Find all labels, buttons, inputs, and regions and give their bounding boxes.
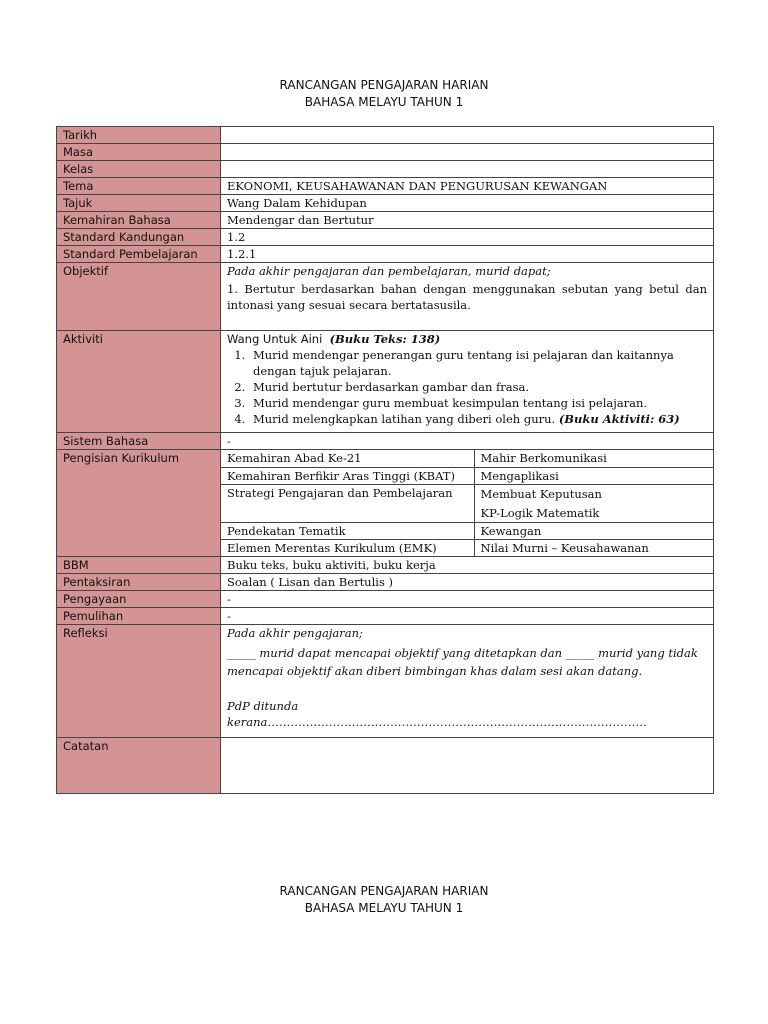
refleksi-line-1: Pada akhir pengajaran; <box>227 626 363 640</box>
pengisian-value: Nilai Murni – Keusahawanan <box>474 539 713 556</box>
label-pengayaan: Pengayaan <box>57 591 221 608</box>
value-tema: EKONOMI, KEUSAHAWANAN DAN PENGURUSAN KEWANGAN <box>221 178 714 195</box>
value-standard-kandungan: 1.2 <box>221 229 714 246</box>
label-kelas: Kelas <box>57 161 221 178</box>
label-tarikh: Tarikh <box>57 127 221 144</box>
pengisian-value: Mengaplikasi <box>474 467 713 484</box>
pengisian-row <box>221 539 713 556</box>
pengisian-value-line: KP-Logik Matematik <box>480 505 600 520</box>
value-tarikh <box>221 127 714 144</box>
pengisian-value <box>474 484 713 522</box>
aktiviti-step-text: Murid melengkapkan latihan yang diberi oleh guru. <box>253 412 556 426</box>
value-objektif <box>221 263 714 331</box>
pengisian-row <box>221 450 713 467</box>
pengisian-value: Kewangan <box>474 522 713 539</box>
value-pemulihan: - <box>221 608 714 625</box>
label-bbm: BBM <box>57 557 221 574</box>
label-standard-pembelajaran: Standard Pembelajaran <box>57 246 221 263</box>
pengisian-value: Mahir Berkomunikasi <box>474 450 713 467</box>
row-standard-kandungan <box>57 229 714 246</box>
value-kelas <box>221 161 714 178</box>
value-kemahiran: Mendengar dan Bertutur <box>221 212 714 229</box>
label-pemulihan: Pemulihan <box>57 608 221 625</box>
pengisian-key: Pendekatan Tematik <box>221 522 474 539</box>
row-refleksi <box>57 625 714 738</box>
pengisian-row <box>221 484 713 522</box>
page-header-bottom <box>0 883 768 917</box>
label-refleksi: Refleksi <box>57 625 221 738</box>
refleksi-line-2: _____ murid dapat mencapai objektif yang ditetapkan dan _____ murid yang tidak mencapai objektif akan diberi bimbingan khas dalam sesi akan datang. <box>227 646 698 678</box>
value-catatan <box>221 738 714 794</box>
header-line-1: RANCANGAN PENGAJARAN HARIAN <box>279 884 489 898</box>
objektif-intro: Pada akhir pengajaran dan pembelajaran, murid dapat; <box>227 264 551 278</box>
label-masa: Masa <box>57 144 221 161</box>
label-catatan: Catatan <box>57 738 221 794</box>
label-pengisian-kurikulum: Pengisian Kurikulum <box>57 450 221 557</box>
label-tema: Tema <box>57 178 221 195</box>
pengisian-table <box>221 450 713 556</box>
aktiviti-step: 3. Murid mendengar guru membuat kesimpulan tentang isi pelajaran. <box>249 395 707 411</box>
header-line-2: BAHASA MELAYU TAHUN 1 <box>304 901 464 915</box>
pengisian-value-line: Membuat Keputusan <box>480 486 602 501</box>
header-line-1: RANCANGAN PENGAJARAN HARIAN <box>279 78 489 92</box>
row-pentaksiran <box>57 574 714 591</box>
aktiviti-steps <box>227 347 707 427</box>
row-tarikh <box>57 127 714 144</box>
aktiviti-heading <box>227 331 707 347</box>
label-standard-kandungan: Standard Kandungan <box>57 229 221 246</box>
aktiviti-step: 2. Murid bertutur berdasarkan gambar dan frasa. <box>249 379 707 395</box>
value-standard-pembelajaran: 1.2.1 <box>221 246 714 263</box>
aktiviti-step <box>249 411 707 427</box>
objektif-item: 1. Bertutur berdasarkan bahan dengan menggunakan sebutan yang betul dan intonasi yang sesuai secara bertatasusila. <box>227 282 707 312</box>
aktiviti-workbook: (Buku Aktiviti: 63) <box>558 412 680 426</box>
page-header-top <box>0 77 768 111</box>
row-tema <box>57 178 714 195</box>
value-aktiviti <box>221 331 714 433</box>
pengisian-row <box>221 522 713 539</box>
pengisian-key: Kemahiran Berfikir Aras Tinggi (KBAT) <box>221 467 474 484</box>
row-pengisian-kurikulum <box>57 450 714 557</box>
row-standard-pembelajaran <box>57 246 714 263</box>
row-tajuk <box>57 195 714 212</box>
label-sistem-bahasa: Sistem Bahasa <box>57 433 221 450</box>
row-aktiviti <box>57 331 714 433</box>
row-sistem-bahasa <box>57 433 714 450</box>
header-line-2: BAHASA MELAYU TAHUN 1 <box>304 95 464 109</box>
row-pengayaan <box>57 591 714 608</box>
label-aktiviti: Aktiviti <box>57 331 221 433</box>
value-tajuk: Wang Dalam Kehidupan <box>221 195 714 212</box>
row-catatan <box>57 738 714 794</box>
row-kemahiran <box>57 212 714 229</box>
label-tajuk: Tajuk <box>57 195 221 212</box>
row-pemulihan <box>57 608 714 625</box>
row-masa <box>57 144 714 161</box>
value-refleksi <box>221 625 714 738</box>
value-pentaksiran: Soalan ( Lisan dan Bertulis ) <box>221 574 714 591</box>
label-objektif: Objektif <box>57 263 221 331</box>
pengisian-row <box>221 467 713 484</box>
label-kemahiran: Kemahiran Bahasa <box>57 212 221 229</box>
aktiviti-title: Wang Untuk Aini <box>227 332 323 346</box>
row-objektif <box>57 263 714 331</box>
row-bbm <box>57 557 714 574</box>
value-masa <box>221 144 714 161</box>
aktiviti-step: 1. Murid mendengar penerangan guru tentang isi pelajaran dan kaitannya dengan tajuk pelajaran. <box>249 347 707 379</box>
label-pentaksiran: Pentaksiran <box>57 574 221 591</box>
value-sistem-bahasa: - <box>221 433 714 450</box>
value-pengayaan: - <box>221 591 714 608</box>
aktiviti-book: (Buku Teks: 138) <box>329 332 441 346</box>
pengisian-key: Strategi Pengajaran dan Pembelajaran <box>221 484 474 522</box>
value-pengisian-kurikulum <box>221 450 714 557</box>
lesson-plan-table <box>56 126 714 794</box>
pengisian-key: Elemen Merentas Kurikulum (EMK) <box>221 539 474 556</box>
row-kelas <box>57 161 714 178</box>
pengisian-key: Kemahiran Abad Ke-21 <box>221 450 474 467</box>
refleksi-line-3: PdP ditunda kerana……………………………………………………………………………………… <box>227 699 647 729</box>
value-bbm: Buku teks, buku aktiviti, buku kerja <box>221 557 714 574</box>
